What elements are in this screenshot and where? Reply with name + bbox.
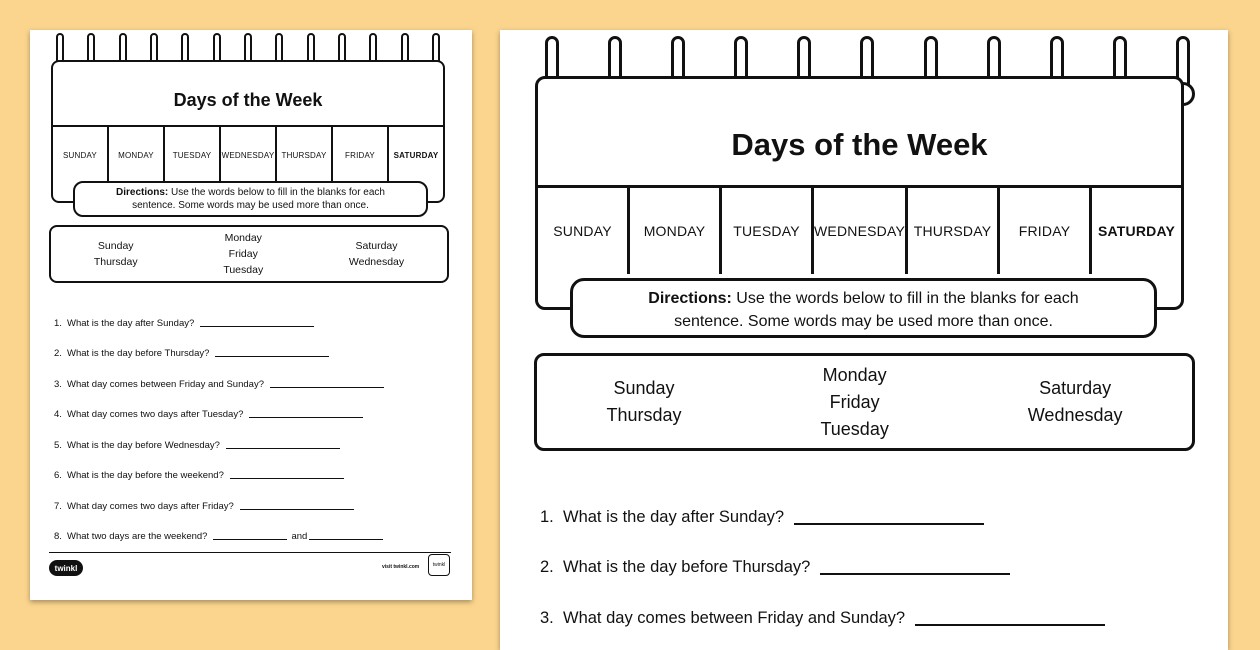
word-bank-word: Sunday: [613, 378, 675, 398]
question-number: 3.: [540, 608, 554, 627]
day-label: WEDNESDAY: [221, 150, 275, 160]
question-text: What two days are the weekend?: [67, 531, 208, 542]
word-bank-word: Tuesday: [223, 264, 264, 276]
question-list: [54, 298, 384, 542]
answer-blank[interactable]: [213, 539, 287, 540]
day-label: WEDNESDAY: [814, 223, 905, 239]
day-cell-monday: [630, 188, 722, 274]
question-joiner: and: [291, 531, 308, 542]
calendar-header: [535, 76, 1184, 310]
directions-box: [570, 278, 1157, 338]
day-label: THURSDAY: [913, 223, 992, 239]
word-bank-column-left: [94, 238, 138, 270]
question-item: [54, 481, 384, 512]
day-label: THURSDAY: [281, 150, 327, 160]
question-text: What is the day after Sunday?: [563, 507, 785, 526]
day-cell-thursday: [908, 188, 1000, 274]
word-bank-word: Saturday: [355, 240, 398, 252]
directions-line-1: Use the words below to fill in the blanks for each: [168, 187, 385, 198]
question-number: 1.: [540, 507, 554, 526]
day-label: TUESDAY: [733, 223, 800, 239]
word-bank: [534, 353, 1195, 451]
answer-blank[interactable]: [309, 539, 383, 540]
question-text: What is the day before Wednesday?: [67, 439, 220, 451]
question-number: 6.: [54, 470, 62, 481]
word-bank-word: Wednesday: [1027, 405, 1123, 425]
day-cell-saturday: [1092, 188, 1181, 274]
answer-blank[interactable]: [215, 356, 329, 357]
question-list: [540, 476, 1105, 628]
question-item: [540, 577, 1105, 628]
word-bank-word: Saturday: [1039, 378, 1112, 398]
answer-blank[interactable]: [249, 417, 363, 418]
worksheet-title: Days of the Week: [173, 90, 323, 110]
question-item: [54, 512, 384, 543]
day-cell-wednesday: [814, 188, 908, 274]
question-number: 2.: [540, 558, 554, 576]
question-item: [54, 420, 384, 451]
day-cell-monday: [109, 127, 165, 183]
word-bank-column-center: [820, 362, 888, 443]
answer-blank[interactable]: [230, 478, 344, 479]
word-bank-column-right: [1028, 375, 1123, 429]
question-number: 5.: [54, 439, 62, 451]
footer-divider: [49, 552, 451, 553]
day-label: MONDAY: [643, 223, 706, 239]
word-bank-column-right: [349, 238, 404, 270]
directions-line-2: sentence. Some words may be used more than once.: [132, 200, 369, 211]
question-item: [54, 298, 384, 329]
question-item: [540, 476, 1105, 527]
day-label: SATURDAY: [1097, 223, 1176, 239]
word-bank-column-left: [606, 375, 681, 429]
question-item: [54, 359, 384, 390]
word-bank-word: Monday: [822, 364, 887, 385]
question-text: What is the day before Thursday?: [67, 348, 210, 359]
day-label: TUESDAY: [172, 150, 212, 160]
day-row: [538, 185, 1181, 274]
answer-blank[interactable]: [794, 523, 984, 525]
question-text: What is the day after Sunday?: [67, 317, 195, 329]
day-cell-sunday: [53, 127, 109, 183]
word-bank-word: Thursday: [93, 256, 138, 268]
answer-blank[interactable]: [820, 573, 1010, 575]
answer-blank[interactable]: [200, 326, 314, 327]
day-cell-tuesday: [165, 127, 221, 183]
day-label: SUNDAY: [553, 223, 612, 239]
word-bank-word: Thursday: [606, 405, 682, 425]
word-bank-word: Monday: [224, 232, 262, 244]
word-bank-word: Wednesday: [348, 256, 405, 268]
question-item: [540, 527, 1105, 578]
day-cell-sunday: [538, 188, 630, 274]
question-number: 1.: [54, 317, 62, 329]
worksheet-title: Days of the Week: [731, 127, 988, 162]
question-number: 3.: [54, 378, 62, 390]
question-item: [54, 390, 384, 421]
question-text: What day comes two days after Friday?: [67, 500, 234, 512]
question-number: 2.: [54, 348, 62, 359]
answer-blank[interactable]: [240, 509, 354, 510]
word-bank-word: Friday: [228, 248, 258, 260]
question-number: 4.: [54, 409, 62, 420]
question-item: [54, 451, 384, 482]
question-text: What is the day before Thursday?: [563, 558, 811, 576]
question-text: What day comes between Friday and Sunday?: [67, 378, 264, 390]
answer-blank[interactable]: [226, 448, 340, 449]
day-label: SUNDAY: [63, 150, 97, 160]
question-text: What is the day before the weekend?: [67, 470, 224, 481]
question-text: What day comes two days after Tuesday?: [67, 409, 244, 420]
day-label: MONDAY: [118, 150, 154, 160]
worksheet-preview-full: [30, 30, 472, 600]
day-cell-thursday: [277, 127, 333, 183]
answer-blank[interactable]: [915, 624, 1105, 626]
worksheet-preview-zoomed: [500, 30, 1228, 650]
word-bank-column-center: [223, 230, 263, 278]
question-number: 7.: [54, 500, 62, 512]
day-label: SATURDAY: [393, 150, 439, 160]
directions-label: Directions:: [115, 187, 169, 198]
footer-visit-text: visit twinkl.com: [382, 564, 420, 570]
twinkl-logo: twinkl: [49, 560, 83, 576]
word-bank: [49, 225, 449, 283]
directions-box: [73, 181, 428, 217]
day-label: FRIDAY: [1018, 223, 1071, 239]
word-bank-word: Tuesday: [820, 418, 889, 439]
word-bank-word: Friday: [829, 391, 880, 412]
day-cell-friday: [333, 127, 389, 183]
answer-blank[interactable]: [270, 387, 384, 388]
twinkl-badge-icon: twinkl: [428, 554, 450, 576]
directions-line-2: sentence. Some words may be used more than once.: [674, 313, 1053, 330]
day-row: [53, 125, 443, 183]
day-label: FRIDAY: [345, 150, 375, 160]
directions-label: Directions:: [648, 290, 732, 307]
day-cell-friday: [1000, 188, 1092, 274]
question-text: What day comes between Friday and Sunday?: [563, 608, 906, 627]
directions-line-1: Use the words below to fill in the blanks for each: [731, 290, 1079, 307]
day-cell-tuesday: [722, 188, 814, 274]
question-item: [54, 329, 384, 360]
question-number: 8.: [54, 531, 62, 542]
day-cell-wednesday: [221, 127, 277, 183]
day-cell-saturday: [389, 127, 443, 183]
word-bank-word: Sunday: [97, 240, 134, 252]
